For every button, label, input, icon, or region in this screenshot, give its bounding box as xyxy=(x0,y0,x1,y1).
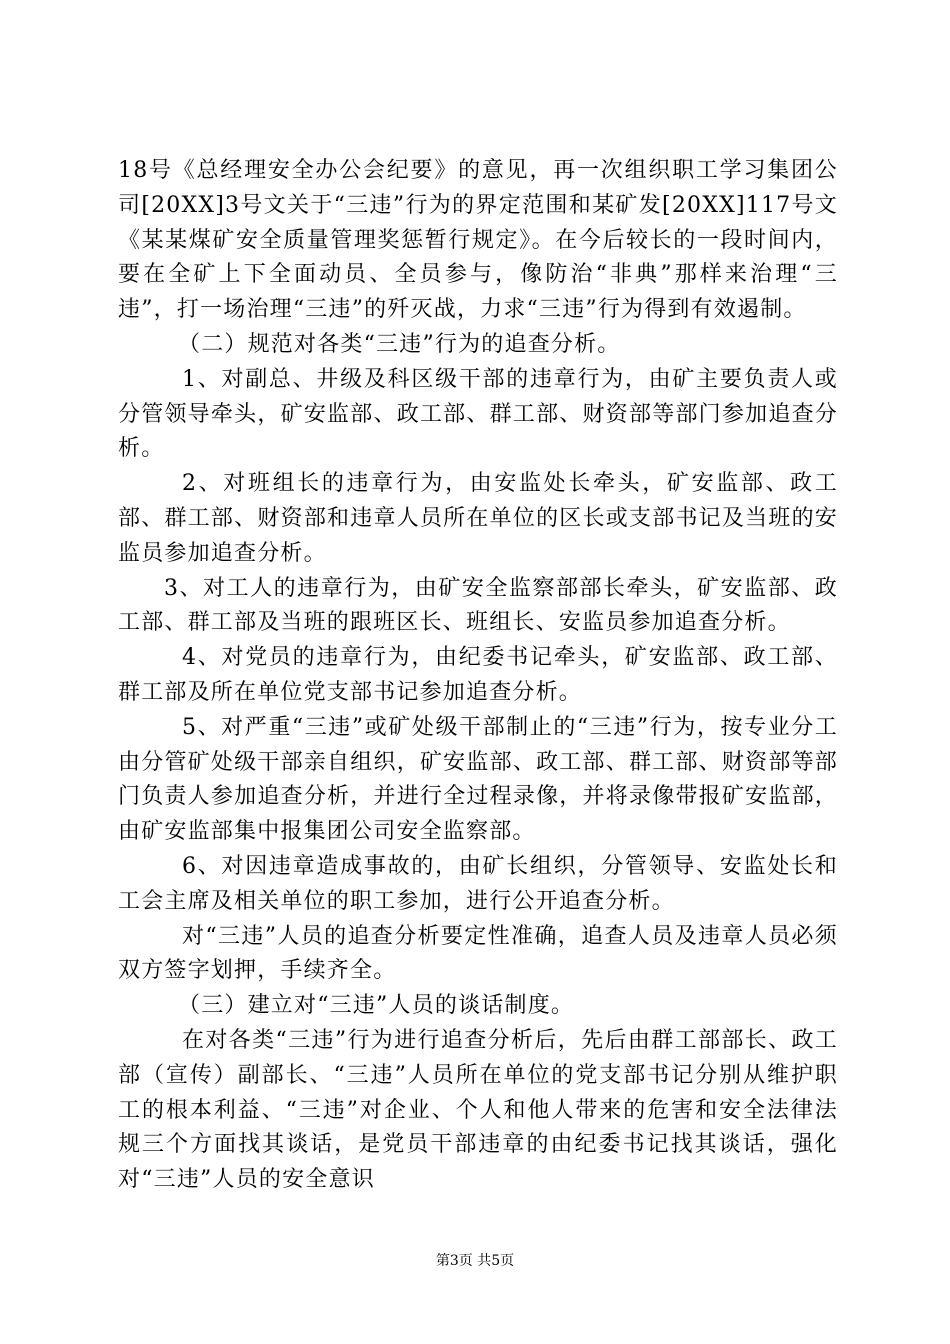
page-number-label: 第3页 共5页 xyxy=(435,1253,515,1269)
paragraph-intro-continuation: 18号《总经理安全办公会纪要》的意见，再一次组织职工学习集团公司[20XX]3号文关于“三违”行为的界定范围和某矿发[20XX]117号文《某某煤矿安全质量管理奖惩暂行规定》。在今后较长的一段时间内，要在全矿上下全面动员、全员参与，像防治“非典”那样来治理“三违”，打一场治理“三违”的歼灭战，力求“三违”行为得到有效遏制。 xyxy=(118,158,838,323)
list-item-3: 3、对工人的违章行为，由矿安全监察部部长牵头，矿安监部、政工部、群工部及当班的跟班区长、班组长、安监员参加追查分析。 xyxy=(118,575,838,636)
list-item-1: 1、对副总、井级及科区级干部的违章行为，由矿主要负责人或分管领导牵头，矿安监部、政工部、群工部、财资部等部门参加追查分析。 xyxy=(118,366,838,462)
paragraph-analysis-requirement: 对“三违”人员的追查分析要定性准确，追查人员及违章人员必须双方签字划押，手续齐全。 xyxy=(118,923,838,984)
list-item-6: 6、对因违章造成事故的，由矿长组织，分管领导、安监处长和工会主席及相关单位的职工参加，进行公开追查分析。 xyxy=(118,853,838,914)
section-heading-3: （三）建立对“三违”人员的谈话制度。 xyxy=(178,993,575,1019)
document-body xyxy=(118,154,838,1198)
paragraph-interview-system: 在对各类“三违”行为进行追查分析后，先后由群工部部长、政工部（宣传）副部长、“三违”人员所在单位的党支部书记分别从维护职工的根本利益、“三违”对企业、个人和他人带来的危害和安全法律法规三个方面找其谈话，是党员干部违章的由纪委书记找其谈话，强化对“三违”人员的安全意识 xyxy=(118,1027,838,1193)
section-heading-2: （二）规范对各类“三违”行为的追查分析。 xyxy=(178,331,621,357)
list-item-2: 2、对班组长的违章行为，由安监处长牵头，矿安监部、政工部、群工部、财资部和违章人员所在单位的区长或支部书记及当班的安监员参加追查分析。 xyxy=(118,471,838,566)
list-item-4: 4、对党员的违章行为，由纪委书记牵头，矿安监部、政工部、群工部及所在单位党支部书记参加追查分析。 xyxy=(118,645,838,705)
page-footer xyxy=(0,1250,950,1270)
list-item-5: 5、对严重“三违”或矿处级干部制止的“三违”行为，按专业分工由分管矿处级干部亲自组织，矿安监部、政工部、群工部、财资部等部门负责人参加追查分析，并进行全过程录像，并将录像带报矿安监部，由矿安监部集中报集团公司安全监察部。 xyxy=(118,714,838,845)
